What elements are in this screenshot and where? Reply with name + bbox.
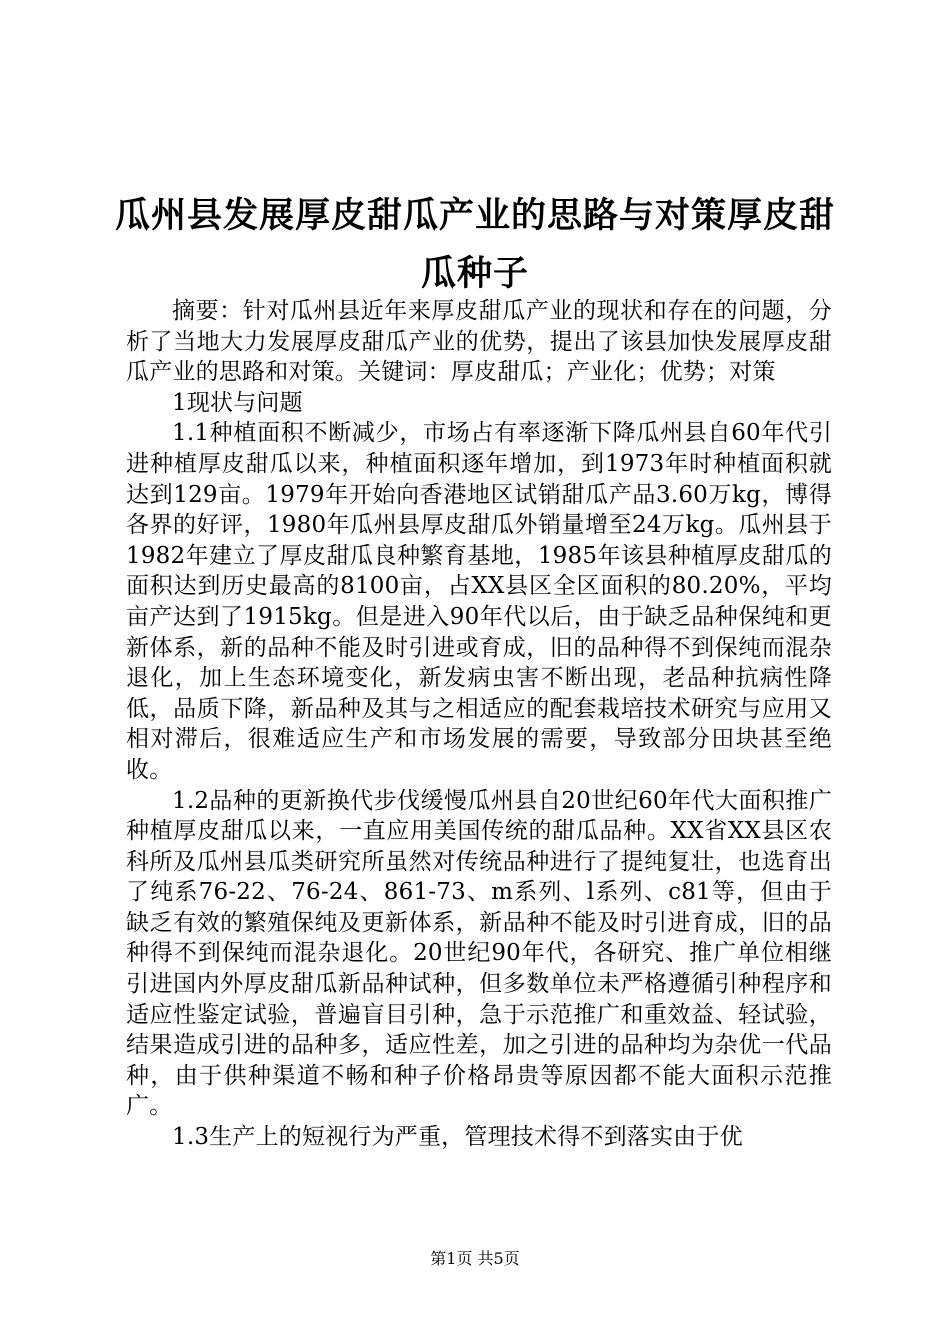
- document-title-line-2: 瓜种子: [420, 254, 529, 294]
- document-title-line-1: 瓜州县发展厚皮甜瓜产业的思路与对策厚皮甜: [114, 196, 835, 236]
- section-heading: 1现状与问题: [172, 389, 303, 416]
- page-number-footer: 第1页 共5页: [430, 1249, 520, 1268]
- abstract-paragraph: 摘要：针对瓜州县近年来厚皮甜瓜产业的现状和存在的问题，分析了当地大力发展厚皮甜瓜产业的优势，提出了该县加快发展厚皮甜瓜产业的思路和对策。关键词：厚皮甜瓜；产业化；优势；对策: [126, 298, 832, 386]
- document-body: [126, 296, 832, 1153]
- body-paragraph: 1.1种植面积不断减少，市场占有率逐渐下降瓜州县自60年代引进种植厚皮甜瓜以来，种植面积逐年增加，到1973年时种植面积就达到129亩。1979年开始向香港地区试销甜瓜产品3.60万kg，博得各界的好评，1980年瓜州县厚皮甜瓜外销量增至24万kg。瓜州县于1982年建立了厚皮甜瓜良种繁育基地，1985年该县种植厚皮甜瓜的面积达到历史最高的8100亩，占XX县区全区面积的80.20%，平均亩产达到了1915kg。但是进入90年代以后，由于缺乏品种保纯和更新体系，新的品种不能及时引进或育成，旧的品种得不到保纯而混杂退化，加上生态环境变化，新发病虫害不断出现，老品种抗病性降低，品质下降，新品种及其与之相适应的配套栽培技术研究与应用又相对滞后，很难适应生产和市场发展的需要，导致部分田块甚至绝收。: [126, 420, 832, 783]
- body-paragraph: 1.3生产上的短视行为严重，管理技术得不到落实由于优: [172, 1124, 743, 1151]
- body-paragraph: 1.2品种的更新换代步伐缓慢瓜州县自20世纪60年代大面积推广种植厚皮甜瓜以来，一直应用美国传统的甜瓜品种。XX省XX县区农科所及瓜州县瓜类研究所虽然对传统品种进行了提纯复壮，也选育出了纯系76-22、76-24、861-73、m系列、l系列、c81等，但由于缺乏有效的繁殖保纯及更新体系，新品种不能及时引进育成，旧的品种得不到保纯而混杂退化。20世纪90年代，各研究、推广单位相继引进国内外厚皮甜瓜新品种试种，但多数单位未严格遵循引种程序和适应性鉴定试验，普遍盲目引种，急于示范推广和重效益、轻试验，结果造成引进的品种多，适应性差，加之引进的品种均为杂优一代品种，由于供种渠道不畅和种子价格昂贵等原因都不能大面积示范推广。: [126, 787, 832, 1120]
